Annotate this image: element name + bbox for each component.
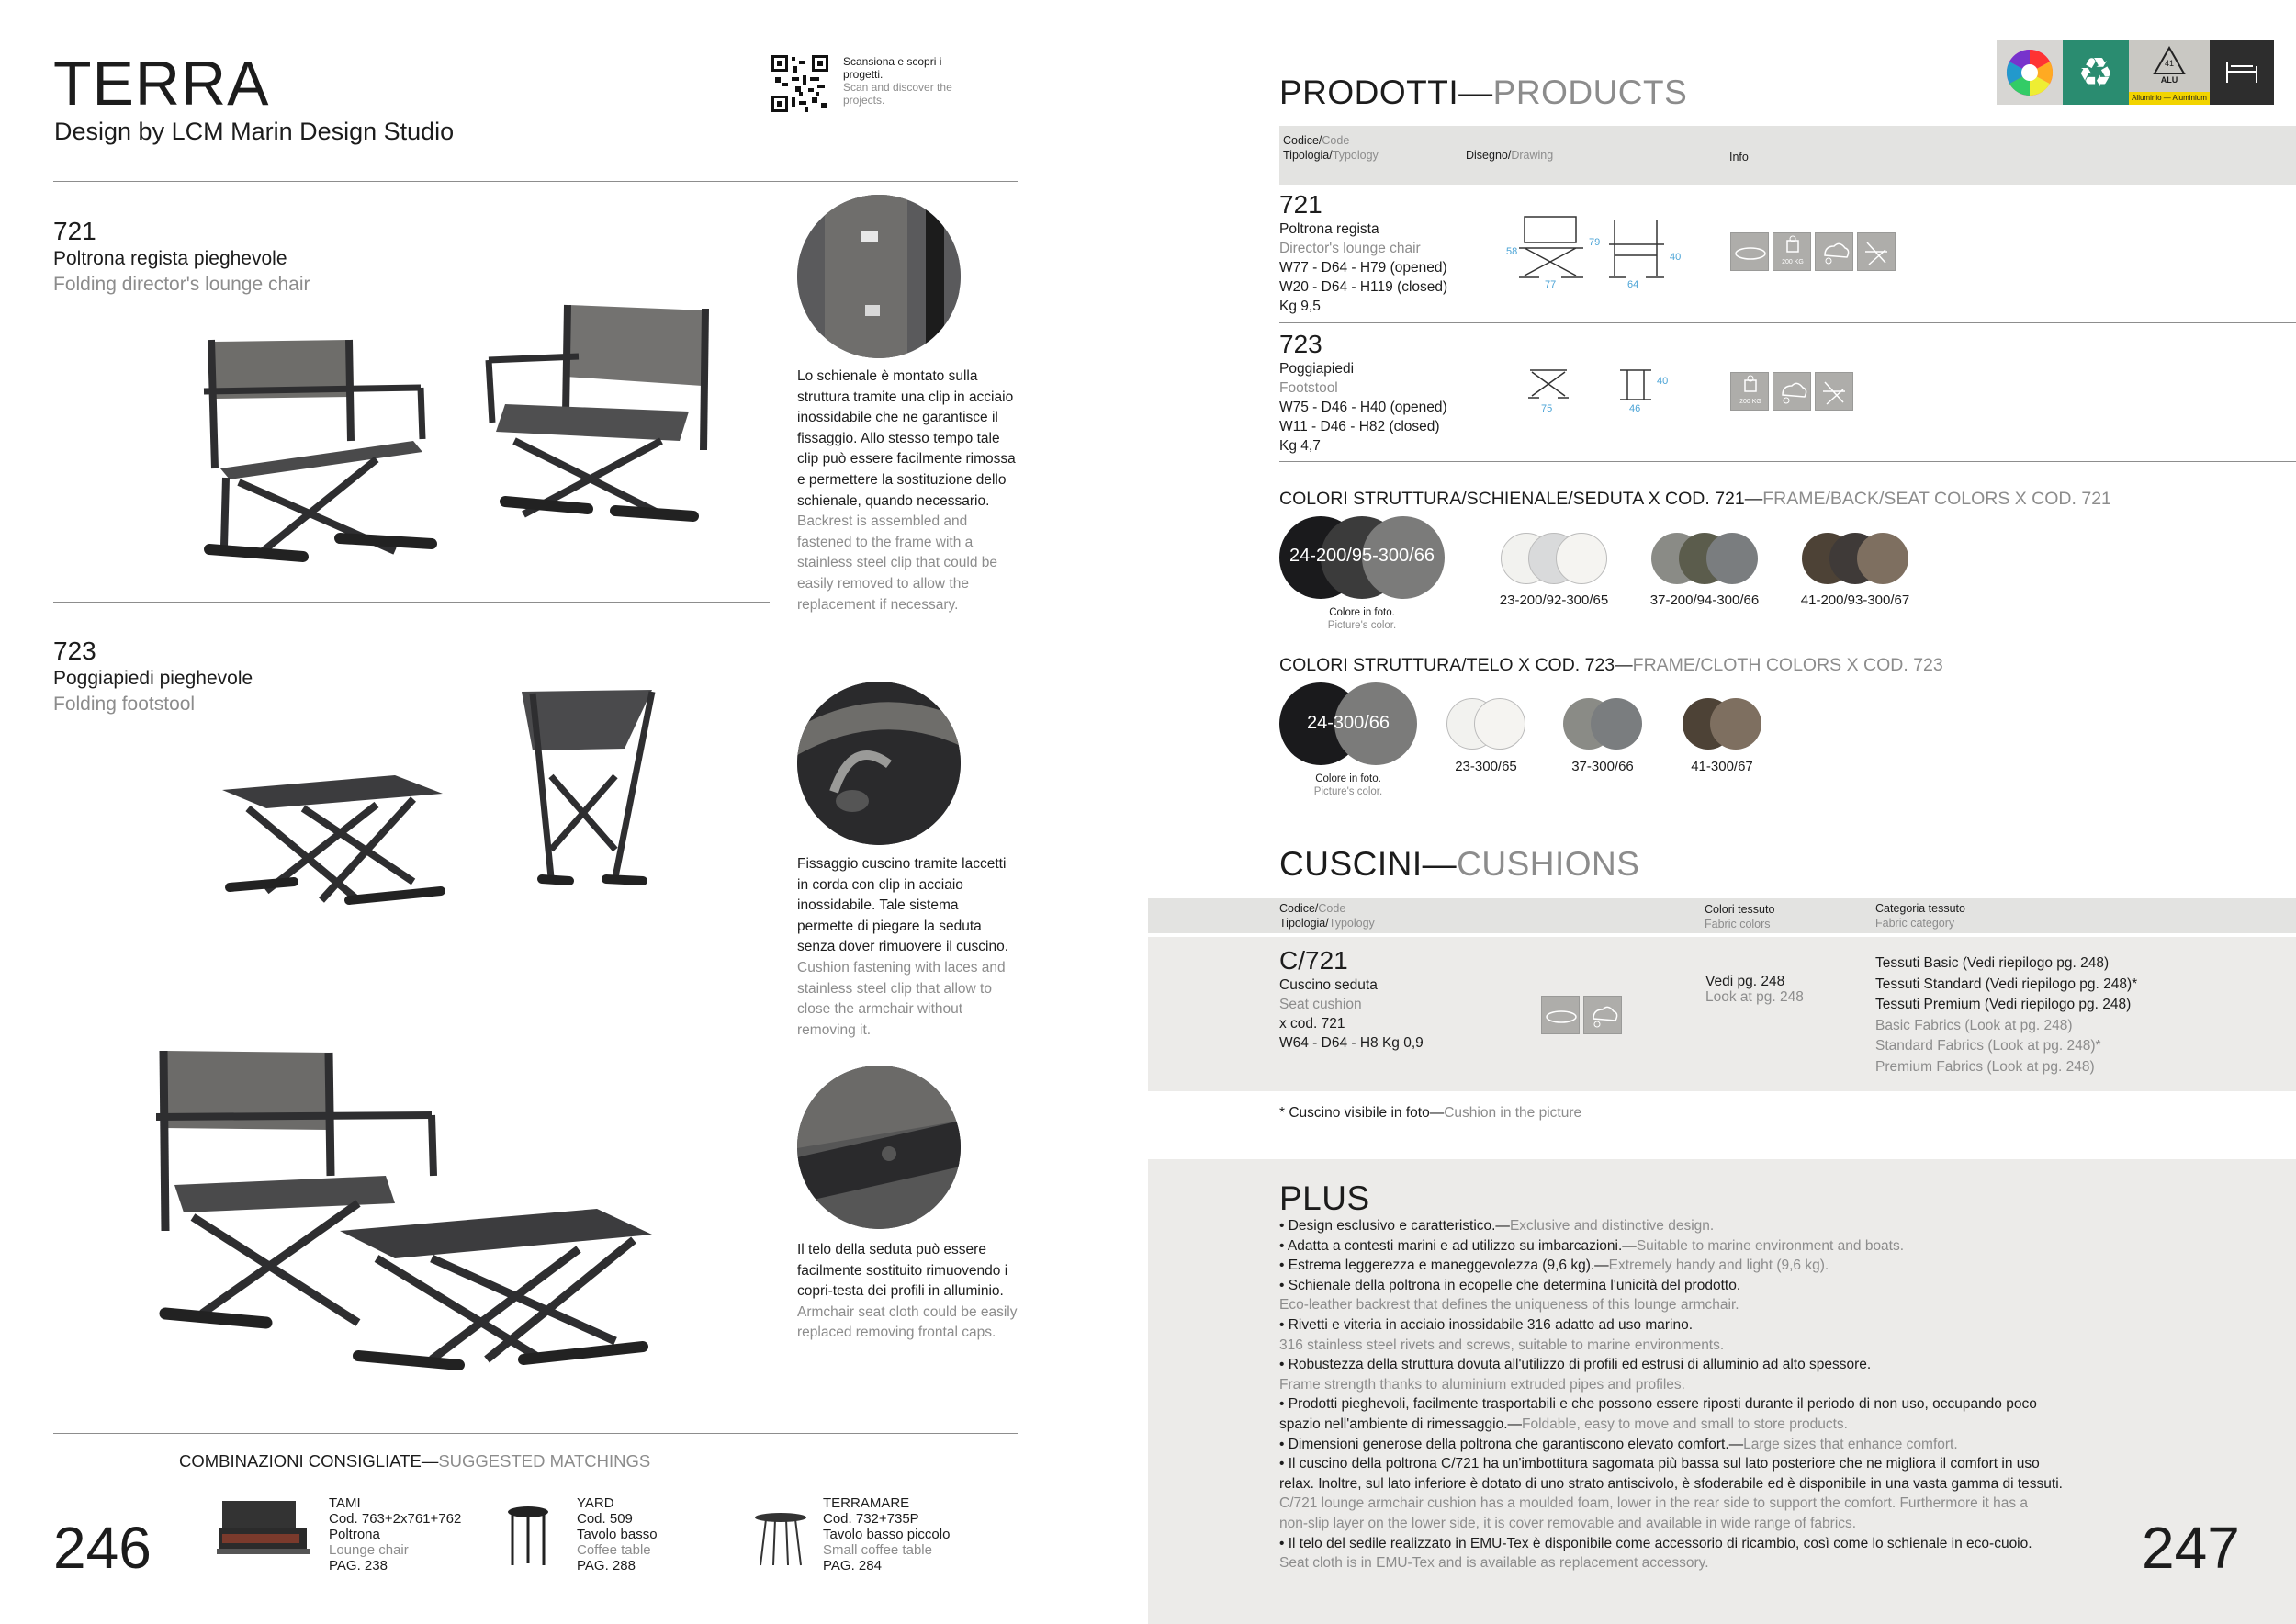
color-code-label: 41-200/93-300/67 [1800,592,1910,608]
picture-color-caption: Colore in foto. Picture's color. [1327,607,1397,631]
product-721-heading: 721 Poltrona regista pieghevole Folding director's lounge chair [53,217,310,295]
cushion-row-c721: C/721 Cuscino seduta Seat cushion x cod. 721 W64 - D64 - H8 Kg 0,9 Vedi pg. 248 Look at pg. 248 Tessuti Basic (Vedi riepilogo pg. 248) Tessuti Standard (Vedi riepilogo pg. 248)* Tessuti Premium (Vedi riepilogo pg. 248) Basic Fabrics (Look at pg. 248) Standard Fabrics (Look at pg. 248)* Premium Fabrics (Look at pg. 248) [1148,937,2296,1091]
backrest-detail-text: Lo schienale è montato sulla struttura tramite una clip in acciaio inossidabile che ne garantisce il fissaggio. Allo stesso tempo tale clip può essere facilmente rimossa e permettere la sostituzione dello schienale, quando necessario. Backrest is assembled and fastened to the frame with a stainless steel clip that could be easily removed to allow the replacement if necessary. [797,368,1016,613]
weather-resistant-icon [1815,232,1853,271]
colors-723-title: COLORI STRUTTURA/TELO X COD. 723—FRAME/CLOTH COLORS X COD. 723 [1279,655,1943,675]
chair-category-icon [2210,40,2274,105]
colors-721-title: COLORI STRUTTURA/SCHIENALE/SEDUTA X COD. 721—FRAME/BACK/SEAT COLORS X COD. 721 [1279,489,2111,509]
color-code-label: 23-300/65 [1455,759,1517,774]
matchings-title: COMBINAZIONI CONSIGLIATE—SUGGESTED MATCHINGS [179,1451,651,1471]
color-code-label: 23-200/92-300/65 [1499,592,1609,608]
director-chair-image [202,331,459,570]
weather-resistant-icon [1583,996,1622,1034]
products-heading: PRODOTTI—PRODUCTS [1279,73,1688,111]
swatch-white[interactable] [1556,533,1607,584]
products-table-header: Codice/Code Tipologia/Typology Disegno/Drawing Info [1279,126,2296,185]
plus-list: • Design esclusivo e caratteristico.—Exclusive and distinctive design. • Adatta a contesti marini e ad utilizzo su imbarcazioni.—Suitable to marine environment and boats. • Estrema leggerezza e maneggevolezza (9,6 kg).—Extremely handy and light (9,6 kg). • Schienale della poltrona in ecopelle che determina l'unicità del prodotto. Eco-leather backrest that defines the uniqueness of this lounge armchair. • Rivetti e viteria in acciaio inossidabile 316 adatto ad uso marino. 316 stainless steel rivets and screws, suitable to marine environments. • Robustezza della struttura dovuta all'utilizzo di profili ed estrusi di alluminio ad alto spessore. Frame strength thanks to aluminium extruded pipes and profiles. • Prodotti pieghevoli, facilmente trasportabili e che possono essere riposti durante il periodo di non uso, occupando poco spazio nell'ambiente di rimessaggio.—Foldable, easy to move and small to store products. • Dimensioni generose della poltrona che garantiscono elevato comfort.—Large sizes that enhance comfort. • Il cuscino della poltrona C/721 ha un'imbottitura sagomata più bassa sul lato posteriore che ne migliora il comfort in uso relax. Inoltre, sul lato inferiore è dotato di uno strato antiscivolo, è sfoderabile ed è disponibile in una vasta gamma di tessuti. C/721 lounge armchair cushion has a moulded foam, lower in the rear side to support the comfort. Furthermore it has a non-slip layer on the lower side, it is cover removable and available in wide range of fabrics. • Il telo del sedile realizzato in EMU-Tex è disponibile come accessorio di ricambio, così come lo schienale in eco-cuoio. Seat cloth is in EMU-Tex and is available as replacement accessory. [1279,1218,2063,1572]
matching-tami[interactable]: TAMI Cod. 763+2x761+762 Poltrona Lounge chair PAG. 238 [329,1495,462,1573]
row-divider [1279,322,2296,323]
divider [53,602,770,603]
cushions-heading: CUSCINI—CUSHIONS [1279,845,1640,883]
cushion-detail-text: Fissaggio cuscino tramite laccetti in corda con clip in acciaio inossidabile. Tale sistema permette di piegare la seduta senza dover rimuovere il cuscino. Cushion fastening with laces and stainless steel clip that allow to close the armchair without removing it. [797,856,1009,1038]
swatch-slate[interactable] [1591,698,1642,750]
color-code-label: 24-200/95-300/66 [1289,546,1435,566]
color-code-label: 24-300/66 [1306,713,1390,733]
tami-chair-thumbnail[interactable] [213,1497,314,1571]
product-row-723: 723 Poggiapiedi Footstool W75 - D46 - H40 (opened) W11 - D46 - H82 (closed) Kg 4,7 [1279,330,1447,454]
cushions-table-header: Codice/Code Tipologia/Typology Colori tessuto Fabric colors Categoria tessuto Fabric category [1148,898,2296,933]
weight-200kg-icon: 200 KG [1730,372,1769,411]
plus-section [1148,1159,2296,1624]
qr-caption: Scansiona e scopri i progetti. Scan and discover the projects. [843,55,952,107]
cushion-footnote: * Cuscino visibile in foto—Cushion in the picture [1279,1105,1582,1121]
color-code-label: 37-300/66 [1571,759,1634,774]
swatch-white[interactable] [1474,698,1525,750]
cushion-lace-detail-image [797,682,961,845]
right-page [1148,0,2296,1624]
drawing-721: 58 79 77 40 64 [1506,211,1699,294]
chair-and-footstool-image [156,1047,670,1396]
yard-table-thumbnail[interactable] [505,1505,551,1569]
fabric-colors-ref[interactable]: Vedi pg. 248 Look at pg. 248 [1705,974,1804,1005]
fabric-category-list: Tessuti Basic (Vedi riepilogo pg. 248) Tessuti Standard (Vedi riepilogo pg. 248)* Tessuti Premium (Vedi riepilogo pg. 248) Basic Fabrics (Look at pg. 248) Standard Fabrics (Look at pg. 248)* Premium Fabrics (Look at pg. 248) [1875,955,2138,1075]
divider [53,181,1018,182]
director-chair-angle-image [478,303,726,542]
drawing-723: 75 46 40 [1515,363,1699,418]
page-number-left: 246 [53,1515,152,1581]
cushion-icon [1730,232,1769,271]
page-number-right: 247 [2142,1515,2240,1581]
terramare-table-thumbnail[interactable] [753,1512,808,1567]
seat-cap-detail-image [797,1066,961,1229]
matching-yard[interactable]: YARD Cod. 509 Tavolo basso Coffee table PAG. 288 [577,1495,658,1573]
picture-color-caption: Colore in foto. Picture's color. [1313,773,1383,797]
aluminium-badge: 41 ALU Alluminio — Aluminium [2129,40,2210,105]
foldable-chair-icon [1857,232,1896,271]
color-wheel-icon [1997,40,2063,105]
brand-title: TERRA [53,49,270,118]
color-code-label: 41-300/67 [1691,759,1753,774]
cushion-icon [1541,996,1580,1034]
footstool-image [211,772,450,909]
seat-cloth-detail-text: Il telo della seduta può essere facilmente sostituito rimuovendo i copri-testa dei profili in alluminio. Armchair seat cloth could be easily replaced removing frontal caps. [797,1242,1018,1341]
weather-resistant-icon [1773,372,1811,411]
matching-terramare[interactable]: TERRAMARE Cod. 732+735P Tavolo basso piccolo Small coffee table PAG. 284 [823,1495,951,1573]
designer-credit: Design by LCM Marin Design Studio [54,118,455,145]
certification-badges [1997,40,2274,105]
plus-title: PLUS [1279,1179,1370,1217]
recycle-icon: ♻ [2063,40,2129,105]
divider [53,1433,1018,1434]
product-723-heading: 723 Poggiapiedi pieghevole Folding footstool [53,637,253,715]
footstool-closed-image [514,684,661,896]
row-divider [1279,461,2296,462]
swatch-slate[interactable] [1706,533,1758,584]
swatch-mocha[interactable] [1710,698,1761,750]
weight-200kg-icon: 200 KG [1773,232,1811,271]
color-code-label: 37-200/94-300/66 [1649,592,1760,608]
foldable-chair-icon [1815,372,1853,411]
swatch-mocha[interactable] [1857,533,1908,584]
qr-code[interactable] [771,55,828,112]
product-row-721: 721 Poltrona regista Director's lounge chair W77 - D64 - H79 (opened) W20 - D64 - H119 (closed) Kg 9,5 [1279,190,1448,314]
backrest-clip-detail-image [797,195,961,358]
